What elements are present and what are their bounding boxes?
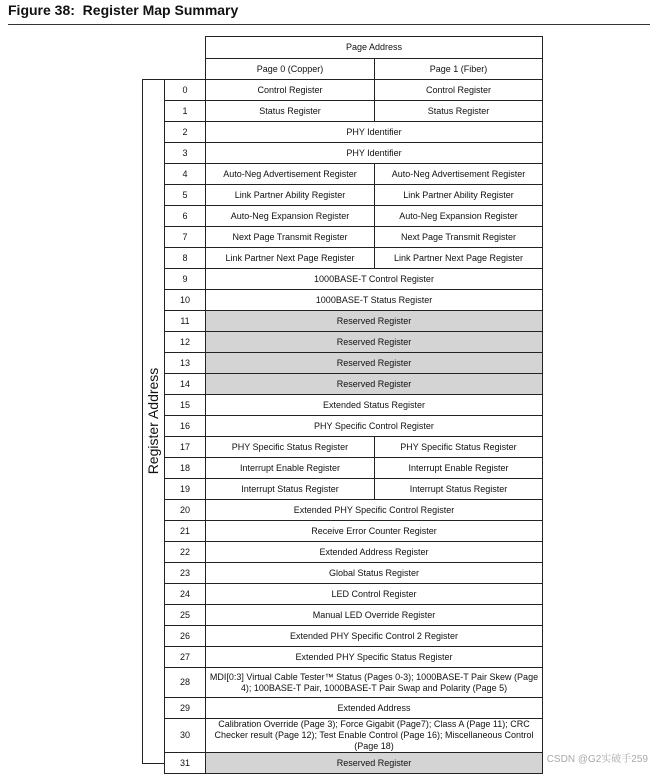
register-row <box>165 269 543 290</box>
register-description: 1000BASE-T Control Register <box>206 269 543 290</box>
register-number: 16 <box>165 416 206 437</box>
register-page0-description: Auto-Neg Expansion Register <box>206 206 375 227</box>
register-row <box>165 101 543 122</box>
register-number: 24 <box>165 584 206 605</box>
register-number: 5 <box>165 185 206 206</box>
register-description: Reserved Register <box>206 311 543 332</box>
register-number: 19 <box>165 479 206 500</box>
register-number: 14 <box>165 374 206 395</box>
register-page1-description: Next Page Transmit Register <box>375 227 543 248</box>
page-address-header-row <box>165 37 543 59</box>
register-row <box>165 353 543 374</box>
register-description: PHY Identifier <box>206 122 543 143</box>
register-description: Extended PHY Specific Status Register <box>206 647 543 668</box>
register-page0-description: Control Register <box>206 80 375 101</box>
register-page0-description: PHY Specific Status Register <box>206 437 375 458</box>
register-page0-description: Status Register <box>206 101 375 122</box>
page-address-header: Page Address <box>206 37 543 59</box>
register-page1-description: Link Partner Ability Register <box>375 185 543 206</box>
register-row <box>165 698 543 719</box>
register-number: 8 <box>165 248 206 269</box>
register-number: 18 <box>165 458 206 479</box>
register-number: 6 <box>165 206 206 227</box>
register-description: Extended PHY Specific Control Register <box>206 500 543 521</box>
register-number: 17 <box>165 437 206 458</box>
register-description: Reserved Register <box>206 332 543 353</box>
register-row <box>165 248 543 269</box>
register-page0-description: Interrupt Enable Register <box>206 458 375 479</box>
register-description: PHY Identifier <box>206 143 543 164</box>
register-number: 12 <box>165 332 206 353</box>
register-page1-description: Auto-Neg Advertisement Register <box>375 164 543 185</box>
register-map-table <box>164 36 543 774</box>
register-number: 26 <box>165 626 206 647</box>
register-description: Reserved Register <box>206 374 543 395</box>
register-map-body <box>165 37 543 774</box>
register-number: 9 <box>165 269 206 290</box>
register-row <box>165 647 543 668</box>
register-description: Extended Status Register <box>206 395 543 416</box>
register-page1-description: Interrupt Status Register <box>375 479 543 500</box>
register-row <box>165 185 543 206</box>
register-number: 1 <box>165 101 206 122</box>
register-page1-description: Link Partner Next Page Register <box>375 248 543 269</box>
page0-header: Page 0 (Copper) <box>206 59 375 80</box>
register-row <box>165 500 543 521</box>
register-description: LED Control Register <box>206 584 543 605</box>
register-row <box>165 416 543 437</box>
register-number: 20 <box>165 500 206 521</box>
register-page0-description: Interrupt Status Register <box>206 479 375 500</box>
register-number: 25 <box>165 605 206 626</box>
register-page1-description: PHY Specific Status Register <box>375 437 543 458</box>
register-page1-description: Interrupt Enable Register <box>375 458 543 479</box>
register-number: 11 <box>165 311 206 332</box>
register-description: MDI[0:3] Virtual Cable Tester™ Status (Pages 0-3); 1000BASE-T Pair Skew (Page 4); 100BASE-T Pair, 1000BASE-T Pair Swap and Polarity (Page 5) <box>206 668 543 698</box>
register-row <box>165 753 543 774</box>
register-page0-description: Link Partner Next Page Register <box>206 248 375 269</box>
register-number: 2 <box>165 122 206 143</box>
register-row <box>165 626 543 647</box>
register-row <box>165 122 543 143</box>
register-row <box>165 290 543 311</box>
register-description: Reserved Register <box>206 353 543 374</box>
register-page0-description: Auto-Neg Advertisement Register <box>206 164 375 185</box>
register-number: 10 <box>165 290 206 311</box>
register-row <box>165 719 543 753</box>
register-row <box>165 164 543 185</box>
register-page0-description: Link Partner Ability Register <box>206 185 375 206</box>
register-number: 30 <box>165 719 206 753</box>
register-page1-description: Auto-Neg Expansion Register <box>375 206 543 227</box>
register-number: 23 <box>165 563 206 584</box>
header-corner <box>165 37 206 59</box>
register-description: Reserved Register <box>206 753 543 774</box>
register-row <box>165 563 543 584</box>
register-number: 29 <box>165 698 206 719</box>
register-number: 27 <box>165 647 206 668</box>
figure-title: Figure 38: Register Map Summary <box>8 2 239 18</box>
watermark: CSDN @G2实破手259 <box>546 754 648 765</box>
register-number: 28 <box>165 668 206 698</box>
register-description: Manual LED Override Register <box>206 605 543 626</box>
register-number: 22 <box>165 542 206 563</box>
register-row <box>165 143 543 164</box>
register-number: 7 <box>165 227 206 248</box>
register-page1-description: Control Register <box>375 80 543 101</box>
register-description: 1000BASE-T Status Register <box>206 290 543 311</box>
register-description: Extended PHY Specific Control 2 Register <box>206 626 543 647</box>
register-row <box>165 668 543 698</box>
register-number: 0 <box>165 80 206 101</box>
register-number: 3 <box>165 143 206 164</box>
register-page0-description: Next Page Transmit Register <box>206 227 375 248</box>
register-row <box>165 542 543 563</box>
register-description: Calibration Override (Page 3); Force Gigabit (Page7); Class A (Page 11); CRC Checker result (Page 12); Test Enable Control (Page 16); Miscellaneous Control (Page 18) <box>206 719 543 753</box>
register-number: 4 <box>165 164 206 185</box>
register-row <box>165 395 543 416</box>
register-number: 13 <box>165 353 206 374</box>
register-row <box>165 80 543 101</box>
page-header-row <box>165 59 543 80</box>
register-page1-description: Status Register <box>375 101 543 122</box>
register-row <box>165 521 543 542</box>
register-row <box>165 206 543 227</box>
title-rule <box>8 24 650 25</box>
register-row <box>165 605 543 626</box>
header-corner <box>165 59 206 80</box>
register-row <box>165 374 543 395</box>
register-description: Global Status Register <box>206 563 543 584</box>
register-row <box>165 332 543 353</box>
register-row <box>165 584 543 605</box>
register-row <box>165 479 543 500</box>
register-number: 15 <box>165 395 206 416</box>
register-description: Extended Address <box>206 698 543 719</box>
register-description: PHY Specific Control Register <box>206 416 543 437</box>
register-description: Extended Address Register <box>206 542 543 563</box>
register-row <box>165 311 543 332</box>
page1-header: Page 1 (Fiber) <box>375 59 543 80</box>
register-row <box>165 437 543 458</box>
register-row <box>165 227 543 248</box>
register-number: 21 <box>165 521 206 542</box>
register-number: 31 <box>165 753 206 774</box>
register-description: Receive Error Counter Register <box>206 521 543 542</box>
register-address-label: Register Address <box>145 367 161 475</box>
register-row <box>165 458 543 479</box>
